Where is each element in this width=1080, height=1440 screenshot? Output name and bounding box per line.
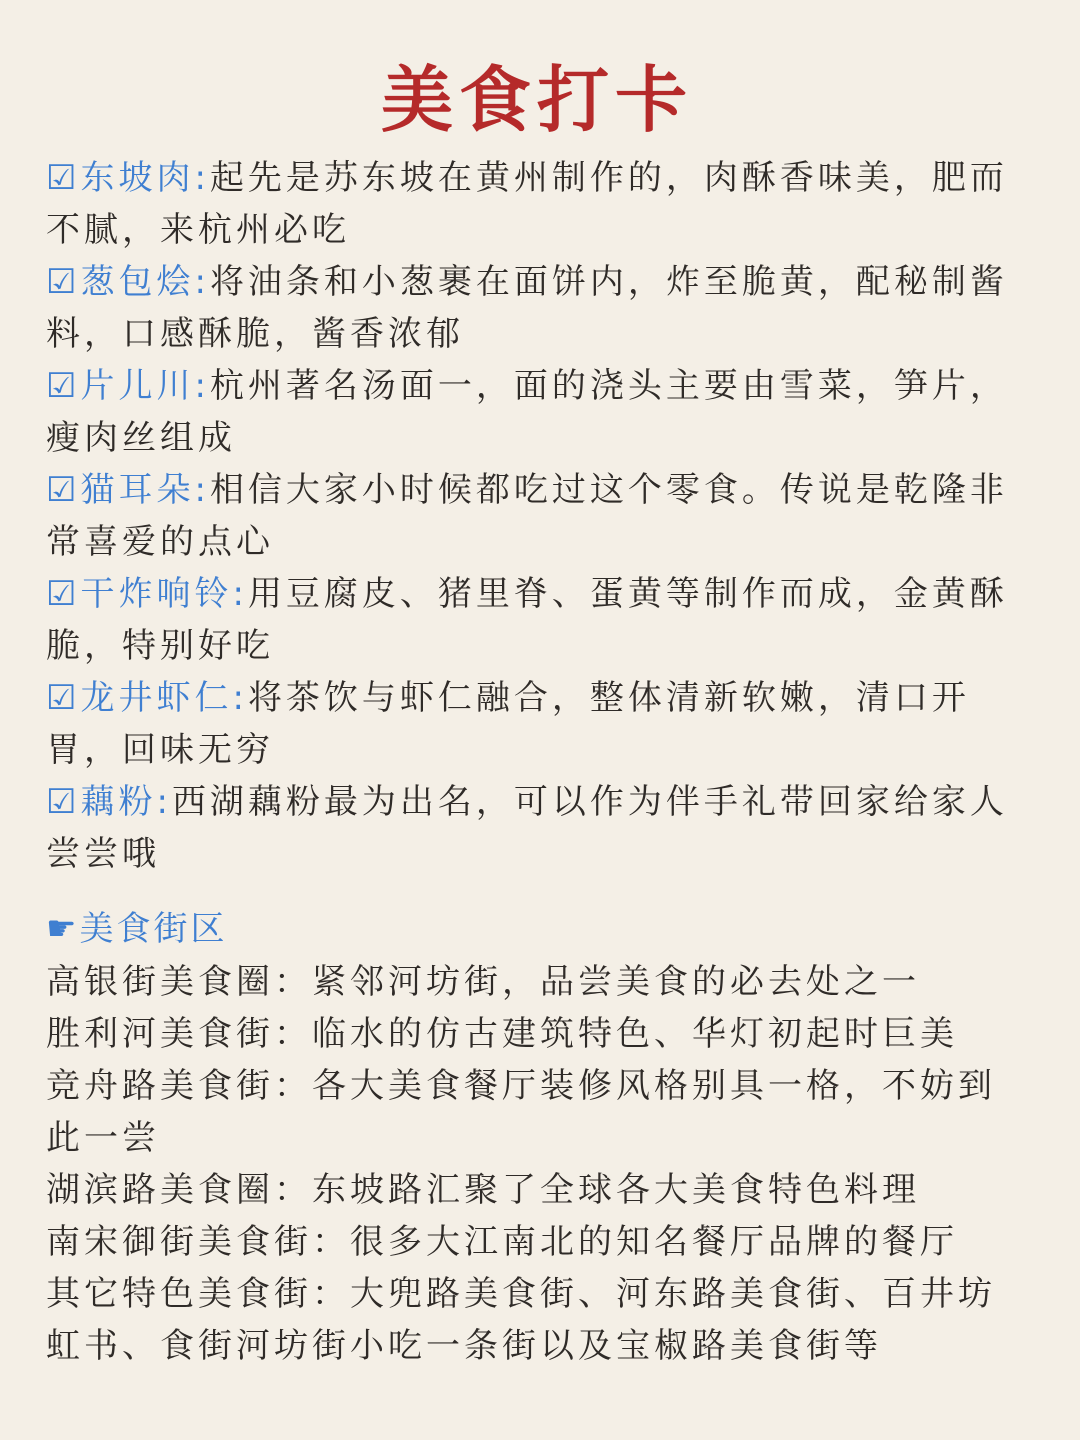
street-item: 其它特色美食街：大兜路美食街、河东路美食街、百井坊虹书、食街河坊街小吃一条街以及宝椒路美食街等 [46,1274,996,1366]
food-name: ☑藕粉: [46,782,172,822]
food-item [46,464,1028,568]
food-item [46,672,1028,776]
street-item: 南宋御街美食街：很多大江南北的知名餐厅品牌的餐厅 [46,1222,958,1262]
food-item [46,776,1028,880]
food-description: 用豆腐皮、猪里脊、蛋黄等制作而成，金黄酥脆，特别好吃 [46,574,1008,666]
food-description: 杭州著名汤面一，面的浇头主要由雪菜，笋片，瘦肉丝组成 [46,366,1008,458]
food-streets-section [46,902,1028,1372]
food-list [46,152,1028,880]
food-name: ☑东坡肉: [46,158,210,198]
food-description: 西湖藕粉最为出名，可以作为伴手礼带回家给家人尝尝哦 [46,782,1008,874]
street-item: 高银街美食圈：紧邻河坊街，品尝美食的必去处之一 [46,962,920,1002]
food-item [46,360,1028,464]
food-description: 将油条和小葱裹在面饼内，炸至脆黄，配秘制酱料，口感酥脆，酱香浓郁 [46,262,1008,354]
food-item [46,152,1028,256]
food-description: 相信大家小时候都吃过这个零食。传说是乾隆非常喜爱的点心 [46,470,1008,562]
street-item: 胜利河美食街：临水的仿古建筑特色、华灯初起时巨美 [46,1014,958,1054]
food-name: ☑龙井虾仁: [46,678,248,718]
food-name: ☑片儿川: [46,366,210,406]
food-description: 将茶饮与虾仁融合，整体清新软嫩，清口开胃，回味无穷 [46,678,970,770]
food-name: ☑葱包烩: [46,262,210,302]
food-item [46,256,1028,360]
food-item [46,568,1028,672]
page-title: 美食打卡 [380,58,693,142]
food-name: ☑猫耳朵: [46,470,210,510]
street-item: 湖滨路美食圈：东坡路汇聚了全球各大美食特色料理 [46,1170,920,1210]
section-heading: ☛美食街区 [46,909,228,949]
food-description: 起先是苏东坡在黄州制作的，肉酥香味美，肥而不腻，来杭州必吃 [46,158,1008,250]
street-item: 竞舟路美食街：各大美食餐厅装修风格别具一格，不妨到此一尝 [46,1066,996,1158]
food-name: ☑干炸响铃: [46,574,248,614]
